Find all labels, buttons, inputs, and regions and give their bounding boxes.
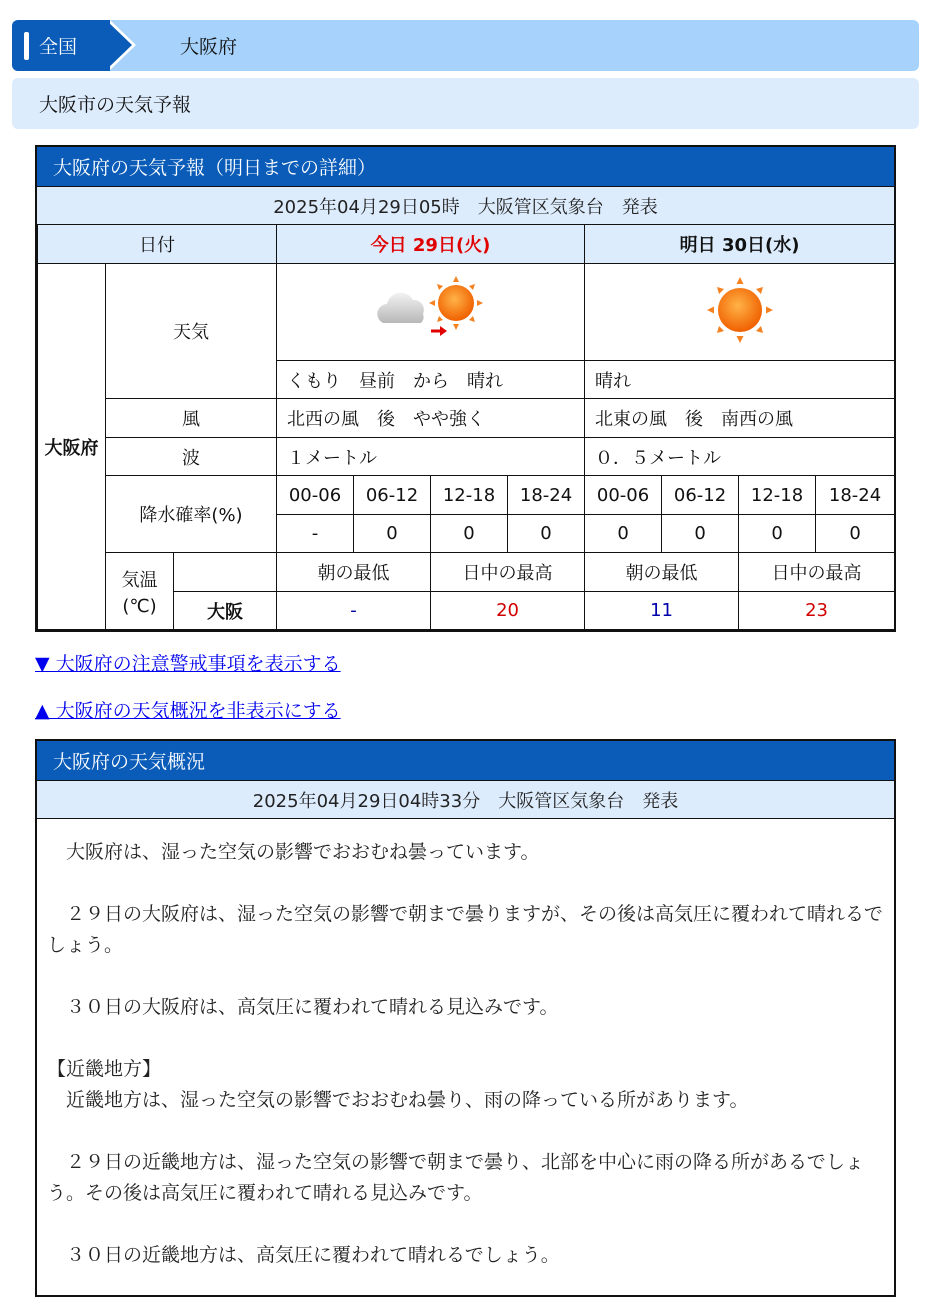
cloudy-then-sunny-icon: [371, 275, 491, 345]
pop-period: 06-12: [354, 476, 431, 515]
pop-value: 0: [431, 515, 508, 553]
weather-label: 天気: [106, 264, 277, 399]
today-max-temp: 20: [431, 592, 585, 630]
breadcrumb: [12, 20, 919, 71]
today-weather-icon-cell: [277, 264, 585, 361]
overview-title: 大阪府の天気概況: [37, 741, 894, 780]
breadcrumb-arrow-icon: [106, 20, 132, 70]
overview-paragraph: 近畿地方は、湿った空気の影響でおおむね曇り、雨の降っている所があります。: [47, 1089, 749, 1111]
temp-city: 大阪: [174, 592, 277, 630]
hide-overview-link[interactable]: ▲ 大阪府の天気概況を非表示にする: [35, 700, 341, 722]
today-weather-text: くもり 昼前 から 晴れ: [277, 361, 585, 399]
today-wind: 北西の風 後 やや強く: [277, 399, 585, 438]
pop-value: 0: [662, 515, 739, 553]
page-subtitle: 大阪市の天気予報: [12, 78, 919, 129]
wave-label: 波: [106, 438, 277, 476]
tomorrow-wind: 北東の風 後 南西の風: [585, 399, 895, 438]
pop-period: 18-24: [816, 476, 895, 515]
overview-body: [37, 819, 894, 1271]
today-min-temp: -: [277, 592, 431, 630]
overview-paragraph: 大阪府は、湿った空気の影響でおおむね曇っています。: [47, 841, 540, 863]
overview-panel: [35, 739, 896, 1297]
tomorrow-max-temp: 23: [739, 592, 895, 630]
breadcrumb-home-link[interactable]: [12, 20, 110, 71]
pop-period: 18-24: [508, 476, 585, 515]
temp-label-text: 気温: [121, 569, 158, 591]
pop-label: 降水確率(%): [106, 476, 277, 553]
pop-period: 06-12: [662, 476, 739, 515]
temp-col-header: 日中の最高: [739, 553, 895, 592]
tomorrow-min-temp: 11: [585, 592, 739, 630]
pop-period: 00-06: [585, 476, 662, 515]
overview-paragraph: ２９日の大阪府は、湿った空気の影響で朝まで曇りますが、その後は高気圧に覆われて晴れるでしょう。: [47, 903, 883, 956]
today-header: 今日 29日(火): [277, 225, 585, 264]
temp-unit-text: (℃): [122, 595, 157, 617]
tomorrow-wave: ０．５メートル: [585, 438, 895, 476]
breadcrumb-bar-icon: [24, 32, 29, 60]
overview-section-heading: 【近畿地方】: [47, 1058, 162, 1080]
breadcrumb-current: 大阪府: [180, 36, 238, 58]
forecast-panel: [35, 145, 896, 632]
forecast-table: [37, 224, 895, 630]
pop-period: 00-06: [277, 476, 354, 515]
pop-period: 12-18: [739, 476, 816, 515]
pop-value: 0: [739, 515, 816, 553]
today-wave: １メートル: [277, 438, 585, 476]
wind-label: 風: [106, 399, 277, 438]
tomorrow-weather-text: 晴れ: [585, 361, 895, 399]
pop-period: 12-18: [431, 476, 508, 515]
overview-paragraph: ２９日の近畿地方は、湿った空気の影響で朝まで曇り、北部を中心に雨の降る所があるでしょう。その後は高気圧に覆われて晴れる見込みです。: [47, 1151, 864, 1204]
tomorrow-weather-icon-cell: [585, 264, 895, 361]
temp-blank-cell: [174, 553, 277, 592]
overview-issued: 2025年04月29日04時33分 大阪管区気象台 発表: [37, 780, 894, 819]
sunny-icon: [705, 275, 775, 345]
breadcrumb-home-label: 全国: [39, 36, 78, 58]
date-header: 日付: [38, 225, 277, 264]
pop-value: 0: [816, 515, 895, 553]
pop-value: -: [277, 515, 354, 553]
pop-value: 0: [354, 515, 431, 553]
show-warnings-link[interactable]: ▼ 大阪府の注意警戒事項を表示する: [35, 653, 341, 675]
pop-value: 0: [508, 515, 585, 553]
temp-col-header: 朝の最低: [277, 553, 431, 592]
region-label: 大阪府: [38, 264, 106, 630]
temp-col-header: 朝の最低: [585, 553, 739, 592]
forecast-issued: 2025年04月29日05時 大阪管区気象台 発表: [37, 186, 894, 224]
tomorrow-header: 明日 30日(水): [585, 225, 895, 264]
temp-label: [106, 553, 174, 630]
pop-value: 0: [585, 515, 662, 553]
forecast-title: 大阪府の天気予報（明日までの詳細）: [37, 147, 894, 186]
overview-paragraph: ３０日の大阪府は、高気圧に覆われて晴れる見込みです。: [47, 996, 559, 1018]
overview-paragraph: ３０日の近畿地方は、高気圧に覆われて晴れるでしょう。: [47, 1244, 560, 1266]
temp-col-header: 日中の最高: [431, 553, 585, 592]
